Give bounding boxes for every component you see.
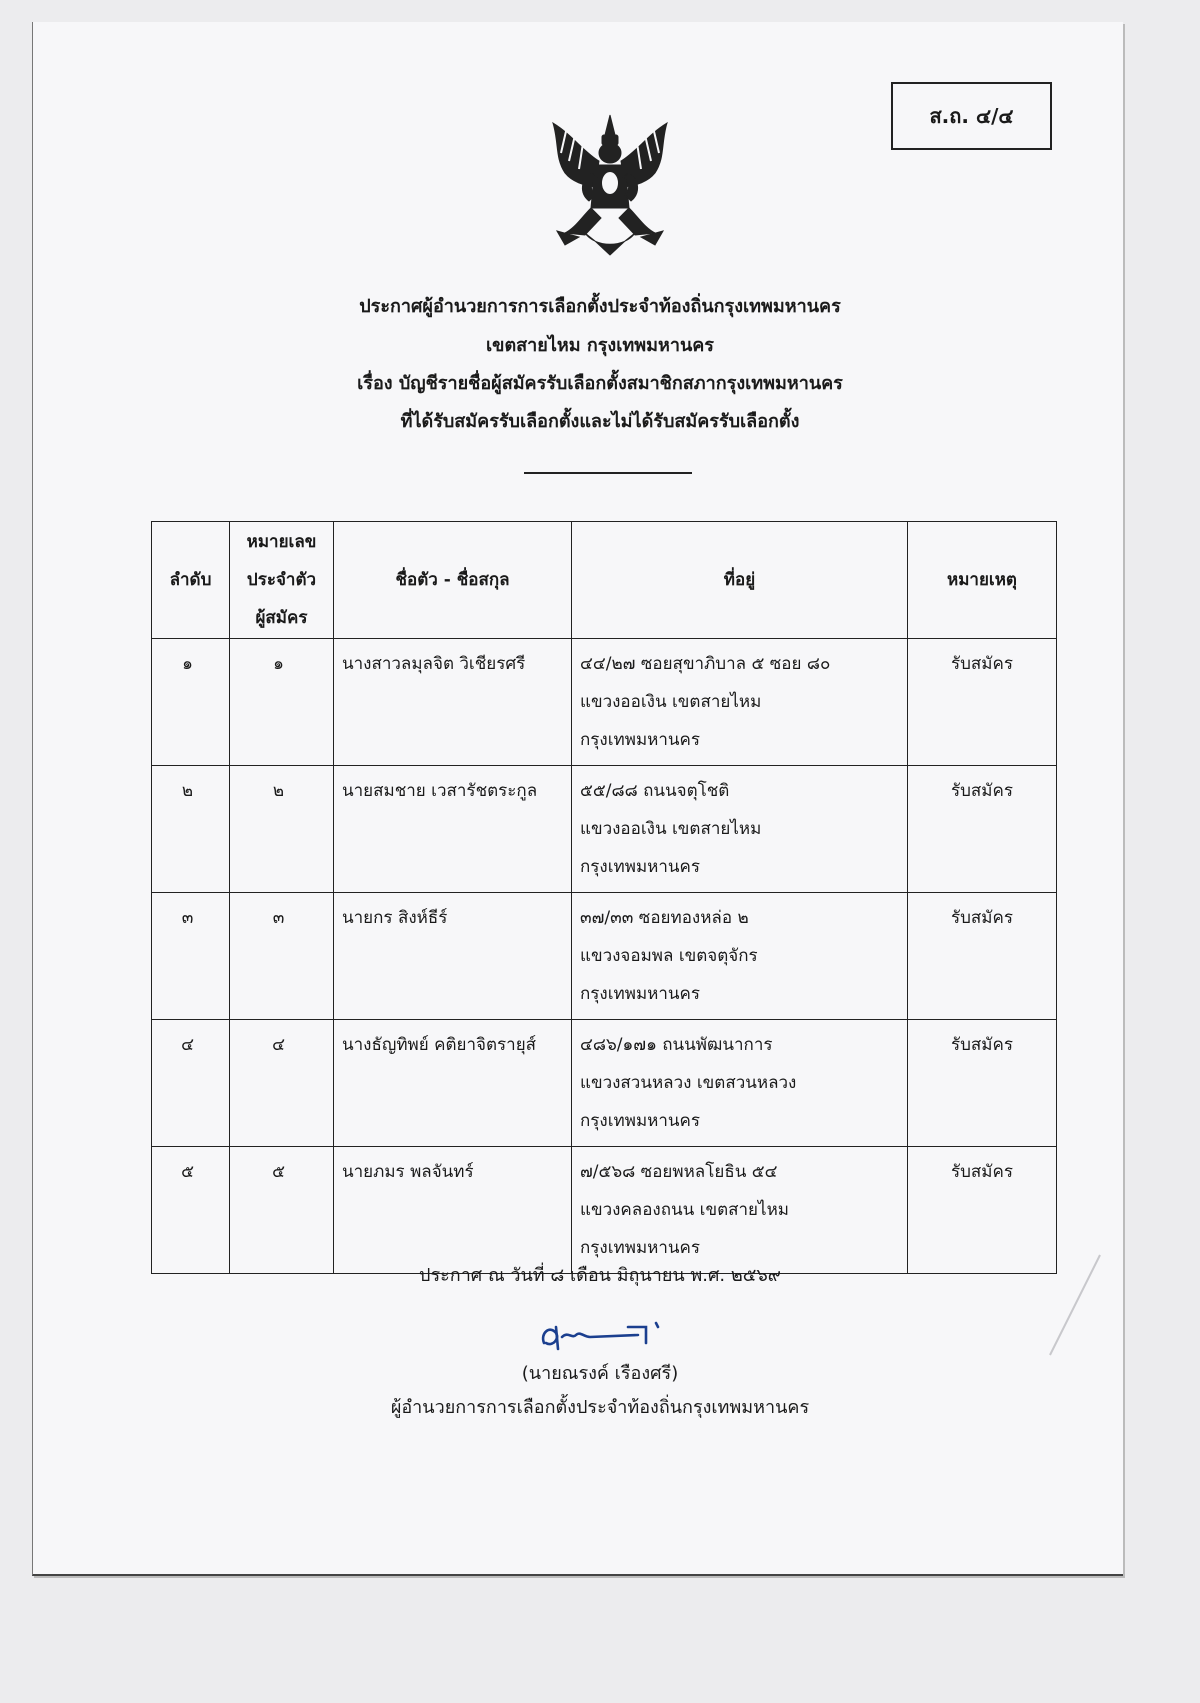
address-line: กรุงเทพมหานคร: [580, 984, 701, 1004]
form-code-box: [891, 82, 1052, 150]
row-address: [572, 1147, 908, 1274]
header-order: ลำดับ: [152, 522, 230, 639]
row-address: [572, 766, 908, 893]
row-name: นางธัญทิพย์ คติยาจิตรายุส์: [334, 1020, 572, 1147]
heading-line-3: เรื่อง บัญชีรายชื่อผู้สมัครรับเลือกตั้งสมาชิกสภากรุงเทพมหานคร: [357, 373, 843, 394]
row-order: ๔: [152, 1020, 230, 1147]
address-line: แขวงสวนหลวง เขตสวนหลวง: [580, 1073, 797, 1093]
address-line: แขวงออเงิน เขตสายไหม: [580, 819, 762, 839]
address-line: ๗/๕๖๘ ซอยพหลโยธิน ๕๔: [580, 1162, 778, 1182]
table-row: [152, 639, 1057, 766]
row-note: รับสมัคร: [908, 893, 1057, 1020]
header-note: หมายเหตุ: [908, 522, 1057, 639]
heading-line-2: เขตสายไหม กรุงเทพมหานคร: [486, 335, 714, 356]
row-address: [572, 893, 908, 1020]
row-address: [572, 639, 908, 766]
row-name: นางสาวลมุลจิต วิเชียรศรี: [334, 639, 572, 766]
address-line: กรุงเทพมหานคร: [580, 730, 701, 750]
handwritten-signature: [538, 1315, 668, 1355]
address-line: กรุงเทพมหานคร: [580, 1238, 701, 1258]
address-line: กรุงเทพมหานคร: [580, 1111, 701, 1131]
address-line: ๔๔/๒๗ ซอยสุขาภิบาล ๕ ซอย ๘๐: [580, 654, 831, 674]
address-line: ๓๗/๓๓ ซอยทองหล่อ ๒: [580, 908, 749, 928]
table-row: [152, 1020, 1057, 1147]
form-code: ส.ถ. ๔/๔: [929, 104, 1014, 128]
row-candidate-number: ๕: [230, 1147, 334, 1274]
address-line: แขวงคลองถนน เขตสายไหม: [580, 1200, 789, 1220]
heading-line-4: ที่ได้รับสมัครรับเลือกตั้งและไม่ได้รับสมัครรับเลือกตั้ง: [400, 411, 800, 432]
row-name: นายกร สิงห์ธีร์: [334, 893, 572, 1020]
table-row: [152, 893, 1057, 1020]
scan-artifact: [1045, 1250, 1105, 1360]
heading-divider: [524, 472, 692, 474]
table-header-row: [152, 522, 1057, 639]
signer-name: (นายณรงค์ เรืองศรี): [521, 1363, 679, 1384]
row-note: รับสมัคร: [908, 766, 1057, 893]
candidate-table: [151, 521, 1057, 1274]
header-name: ชื่อตัว - ชื่อสกุล: [334, 522, 572, 639]
table-row: [152, 766, 1057, 893]
row-order: ๕: [152, 1147, 230, 1274]
row-order: ๑: [152, 639, 230, 766]
signer-title: ผู้อำนวยการการเลือกตั้งประจำท้องถิ่นกรุงเทพมหานคร: [390, 1397, 810, 1418]
heading-line-1: ประกาศผู้อำนวยการการเลือกตั้งประจำท้องถิ่นกรุงเทพมหานคร: [359, 296, 841, 317]
header-number-line-3: ผู้สมัคร: [255, 608, 308, 628]
address-line: แขวงจอมพล เขตจตุจักร: [580, 946, 758, 966]
table-row: [152, 1147, 1057, 1274]
row-name: นายภมร พลจันทร์: [334, 1147, 572, 1274]
row-address: [572, 1020, 908, 1147]
row-order: ๒: [152, 766, 230, 893]
address-line: ๔๘๖/๑๗๑ ถนนพัฒนาการ: [580, 1035, 773, 1055]
header-number-line-1: หมายเลข: [246, 532, 317, 552]
garuda-emblem-icon: [545, 113, 675, 258]
row-note: รับสมัคร: [908, 639, 1057, 766]
row-name: นายสมชาย เวสารัชตระกูล: [334, 766, 572, 893]
address-line: กรุงเทพมหานคร: [580, 857, 701, 877]
row-candidate-number: ๔: [230, 1020, 334, 1147]
row-note: รับสมัคร: [908, 1147, 1057, 1274]
header-number-line-2: ประจำตัว: [246, 570, 317, 590]
row-order: ๓: [152, 893, 230, 1020]
address-line: ๕๕/๘๘ ถนนจตุโชติ: [580, 781, 730, 801]
row-candidate-number: ๑: [230, 639, 334, 766]
row-note: รับสมัคร: [908, 1020, 1057, 1147]
header-candidate-number: [230, 522, 334, 639]
row-candidate-number: ๓: [230, 893, 334, 1020]
row-candidate-number: ๒: [230, 766, 334, 893]
header-address: ที่อยู่: [572, 522, 908, 639]
announcement-date: ประกาศ ณ วันที่ ๘ เดือน มิถุนายน พ.ศ. ๒๕๖๙: [419, 1265, 781, 1286]
address-line: แขวงออเงิน เขตสายไหม: [580, 692, 762, 712]
